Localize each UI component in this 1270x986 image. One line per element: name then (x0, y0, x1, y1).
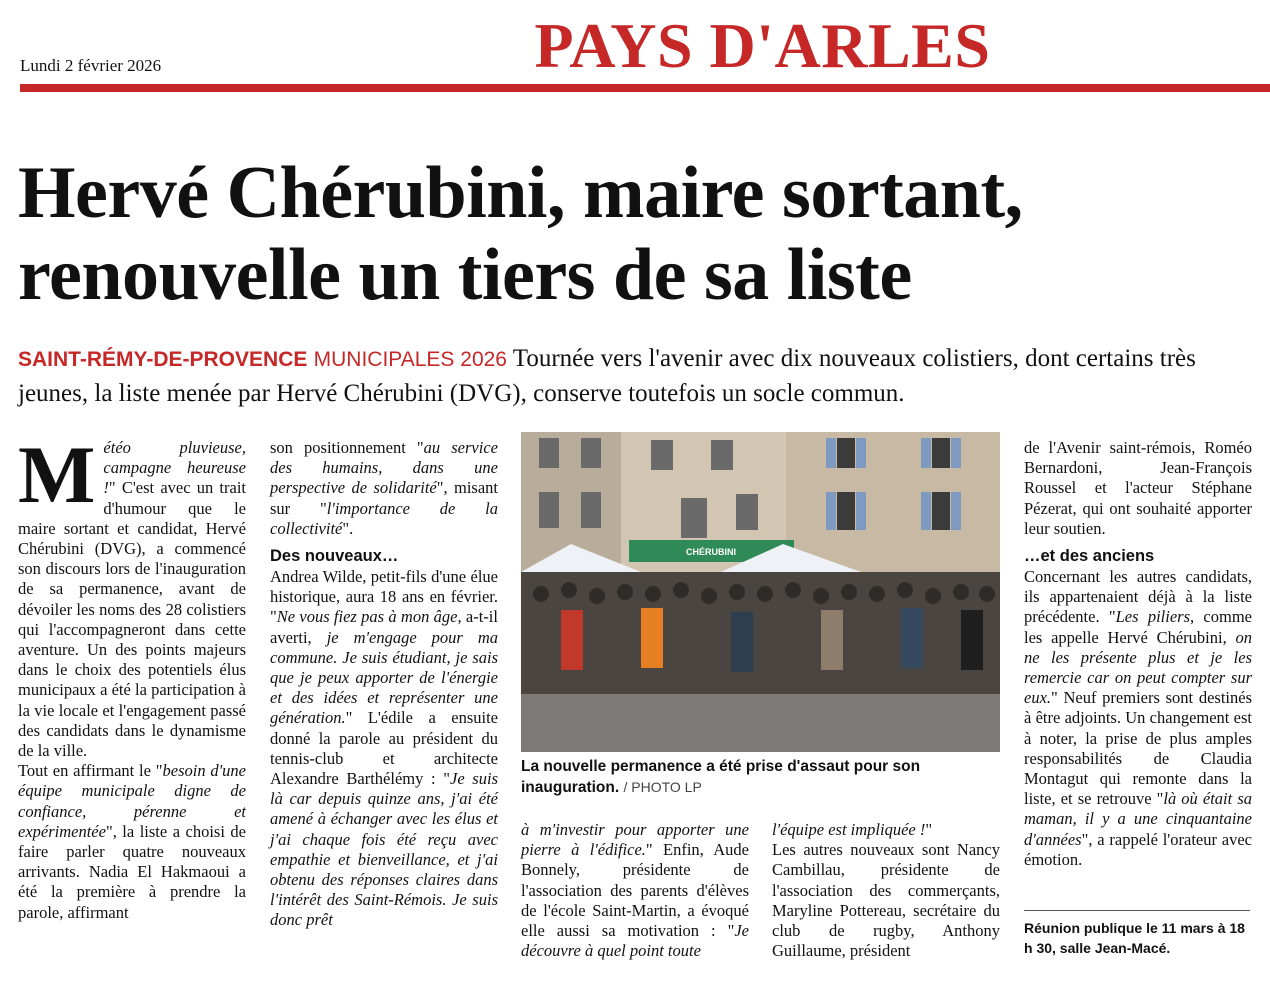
quote: on ne les présente plus et je les remercie car on peut compter sur eux. (1024, 627, 1252, 708)
quote: Les piliers, (1115, 607, 1195, 627)
drop-cap: M (18, 429, 96, 520)
subheading: …et des anciens (1024, 547, 1155, 566)
photo-caption (521, 757, 1000, 798)
text: " Enfin, Aude Bonnely, présidente de l'association des parents d'élèves de l'école Saint-Martin, a évoqué elle aussi sa motivation : " (521, 840, 749, 941)
kicker-topic: MUNICIPALES 2026 (313, 348, 507, 371)
kicker-location: SAINT-RÉMY-DE-PROVENCE (18, 348, 308, 371)
text: a-t-il averti, (270, 607, 498, 647)
paragraph: de l'Avenir saint-rémois, Roméo Bernardoni, Jean-François Roussel et l'acteur Stéphane Pézerat, qui ont souhaité apporter leur soutien. (1024, 438, 1252, 538)
quote: Je suis là car depuis quinze ans, j'ai été amené à échanger avec les élus et j'ai chaque fois été reçu avec empathie et bienveillance, et j'ai obtenu des réponses claires dans l'intérêt des Saint-Rémois. Je suis donc prêt (270, 769, 498, 930)
quote: l'importance de la collectivité (270, 498, 498, 538)
public-meeting-info: Réunion publique le 11 mars à 18 h 30, salle Jean-Macé. (1024, 920, 1245, 956)
text: ", a rappelé l'orateur avec émotion. (1024, 829, 1252, 869)
quote: l'équipe est impliquée ! (772, 820, 926, 839)
article-column-2 (270, 438, 498, 931)
headline-line-2: renouvelle un tiers de sa liste (18, 234, 912, 316)
masthead-rule (20, 84, 1270, 92)
quote: je m'engage pour ma commune. Je suis étudiant, je sais que je peux apporter de l'énergie et des idées et représenter une génération. (270, 627, 499, 728)
text: Tout en affirmant le " (18, 761, 163, 781)
storefront-sign: CHÉRUBINI (685, 547, 737, 557)
article-headline (18, 152, 1023, 316)
quote: là où était sa maman, il y a une cinquantaine d'années (1024, 789, 1252, 849)
photo-credit: / PHOTO LP (623, 779, 702, 795)
quote: Ne vous fiez pas à mon âge, (276, 607, 462, 627)
standfirst-text: Tournée vers l'avenir avec dix nouveaux colistiers, dont certains très jeunes, la liste menée par Hervé Chérubini (DVG), conserve toutefois un socle commun. (18, 345, 1196, 407)
text: son positionnement " (270, 438, 424, 457)
quote: Je découvre à quel point toute (521, 921, 749, 961)
quote: au service des humains, dans une perspective de solidarité (270, 438, 498, 498)
text: Andrea Wilde, petit-fils d'une élue historique, aura 18 ans en février. " (270, 567, 498, 627)
article-column-5 (1024, 438, 1252, 870)
text: " C'est avec un trait d'humour que le maire sortant et candidat, Hervé Chérubini (DVG), a commencé son discours lors de l'inauguration de sa permanence, avant de dévoiler les noms des 28 colistiers qui l'accompagneront dans cette aventure. Un des points majeurs dans le choix des potentiels élus municipaux a été la participation à la vie locale et l'engagement passé des candidats dans le dynamisme de la ville. (18, 478, 246, 761)
quote: à m'investir pour apporter une pierre à l'édifice. (521, 820, 749, 860)
text: " Neuf premiers sont destinés à être adjoints. Un changement est à noter, la prise de plus amples responsabilités de Claudia Montagut qui remonte dans la liste, et se retrouve " (1024, 688, 1252, 809)
subheading: Des nouveaux… (270, 547, 399, 566)
caption-text: La nouvelle permanence a été prise d'assaut pour son inauguration. (521, 758, 921, 796)
quote: besoin d'une équipe municipale digne de confiance, pérenne et expérimentée (18, 761, 246, 841)
text: " L'édile a ensuite donné la parole au président du tennis-club et architecte Alexandre Barthélémy : " (270, 708, 498, 789)
crowd-photo-illustration (521, 432, 1000, 752)
paragraph (18, 761, 246, 923)
text: ", misant sur " (270, 478, 498, 518)
info-box-rule (1024, 910, 1250, 911)
article-column-4 (772, 820, 1000, 961)
paragraph (270, 567, 498, 931)
text: comme les appelle Hervé Chérubini, (1024, 607, 1252, 647)
text: Concernant les autres candidats, ils appartenaient déjà à la liste précédente. " (1024, 567, 1252, 627)
article-photo (521, 432, 1000, 752)
section-title: PAYS D'ARLES (534, 10, 991, 81)
paragraph (772, 820, 1000, 840)
article-column-3 (521, 820, 749, 961)
paragraph (521, 820, 749, 961)
headline-line-1: Hervé Chérubini, maire sortant, (18, 152, 1023, 234)
quote: étéo pluvieuse, campagne heureuse ! (103, 438, 246, 498)
standfirst (18, 342, 1258, 411)
paragraph: Les autres nouveaux sont Nancy Cambillau, présidente de l'association des commerçants, Maryline Pottereau, secrétaire du club de rugby, Anthony Guillaume, président (772, 840, 1000, 961)
text: " (925, 820, 933, 839)
paragraph (1024, 567, 1252, 870)
issue-date: Lundi 2 février 2026 (20, 56, 162, 75)
article-column-1 (18, 429, 246, 923)
text: ", la liste a choisi de faire parler quatre nouveaux arrivants. Nadia El Hakmaoui a été la première à prendre la parole, affirmant (18, 821, 246, 922)
paragraph (18, 429, 246, 761)
text: ". (342, 518, 354, 538)
paragraph (270, 438, 498, 539)
